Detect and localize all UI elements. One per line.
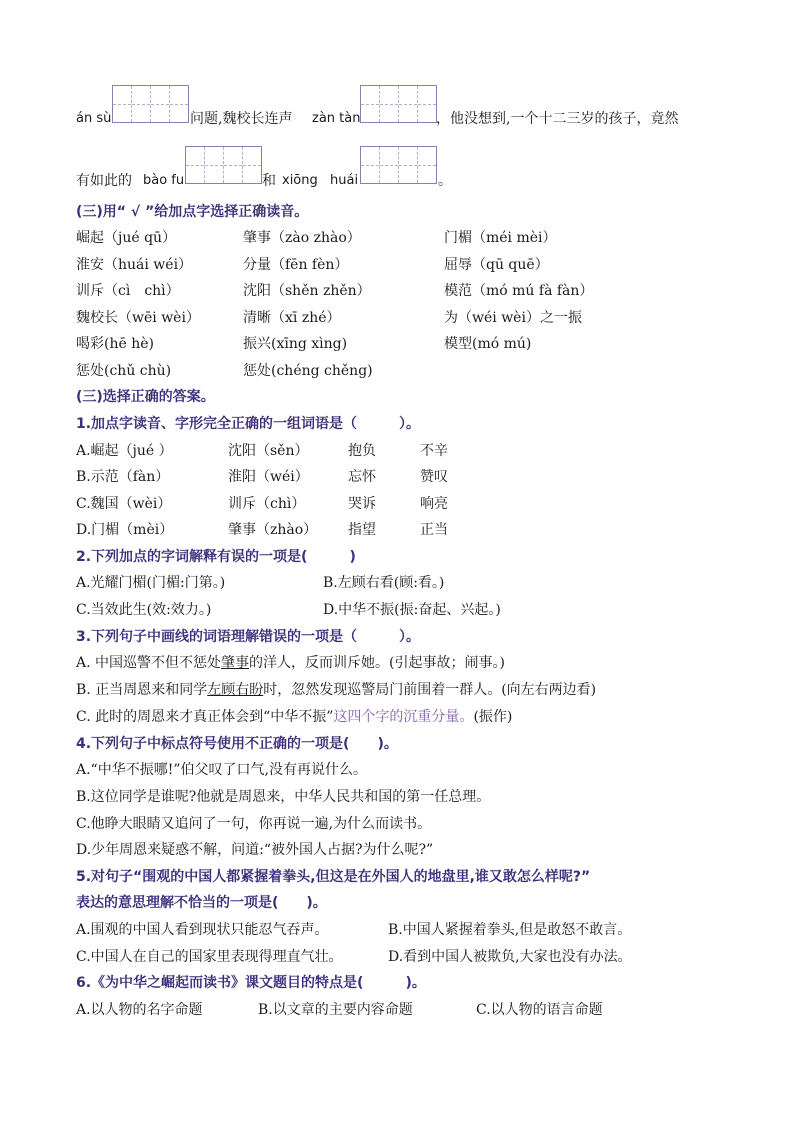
pron-item[interactable]: 惩处(chǔ chù) — [76, 363, 172, 379]
pron-item[interactable]: 沈阳（shěn zhěn） — [243, 283, 371, 299]
underlined-word: 左顾右盼 — [207, 682, 264, 698]
q2-stem: 2.下列加点的字词解释有误的一项是( ) — [76, 549, 356, 565]
pinyin-huai: huái — [330, 173, 359, 188]
q1-cell: 肇事（zhào） — [228, 522, 318, 538]
q4-option-d[interactable]: D.少年周恩来疑惑不解，问道:“被外国人占据?为什么呢?” — [76, 842, 434, 858]
underlined-word: 肇事 — [221, 655, 250, 671]
section-title-pronunciation: (三)用“ √ ”给加点字选择正确读音。 — [76, 204, 309, 220]
q3-option-c[interactable]: C. 此时的周恩来才真正体会到“中华不振”这四个字的沉重分量。(振作) — [76, 709, 513, 725]
q5-option-b[interactable]: B.中国人紧握着拳头,但是敢怒不敢言。 — [388, 922, 632, 938]
q1-cell: 忘怀 — [348, 469, 376, 485]
fill-text: 问题,魏校长连声 — [190, 111, 293, 127]
q5-stem-line1: 5.对句子“围观的中国人都紧握着拳头,但这是在外国人的地盘里,谁又敢怎么样呢?” — [76, 869, 591, 885]
pron-item[interactable]: 崛起（jué qū） — [76, 230, 177, 246]
q3-option-a[interactable]: A. 中国巡警不但不惩处肇事的洋人，反而训斥她。(引起事故；闹事。) — [76, 655, 505, 671]
q1-option-d[interactable]: D.门楣（mèi） — [76, 522, 174, 538]
q1-cell: 正当 — [420, 522, 448, 538]
section-title-choice: (三)选择正确的答案。 — [76, 389, 215, 405]
q4-option-b[interactable]: B.这位同学是谁呢?他就是周恩来，中华人民共和国的第一任总理。 — [76, 789, 491, 805]
writing-grid-zan-tan[interactable] — [360, 85, 437, 123]
writing-grid-bao-fu[interactable] — [185, 146, 262, 184]
q5-option-c[interactable]: C.中国人在自己的国家里表现得理直气壮。 — [76, 949, 343, 965]
pinyin-zan-tan: zàn tàn — [312, 111, 361, 126]
q1-cell: 沈阳（sěn） — [228, 443, 309, 459]
q4-stem: 4.下列句子中标点符号使用不正确的一项是( )。 — [76, 736, 398, 752]
writing-grid-an-su[interactable] — [112, 85, 189, 123]
pinyin-an-su: án sù — [76, 111, 112, 126]
pron-item[interactable]: 喝彩(hē hè) — [76, 336, 154, 352]
q1-cell: 不辛 — [420, 443, 448, 459]
q1-cell: 指望 — [348, 522, 376, 538]
q2-option-d[interactable]: D.中华不振(振:奋起、兴起。) — [323, 602, 501, 618]
pron-item[interactable]: 门楣（méi mèi） — [444, 230, 557, 246]
pron-item[interactable]: 振兴(xīng xìng) — [243, 336, 348, 352]
q6-option-b[interactable]: B.以文章的主要内容命题 — [258, 1002, 413, 1018]
q3-option-b[interactable]: B. 正当周恩来和同学左顾右盼时，忽然发现巡警局门前围着一群人。(向左右两边看) — [76, 682, 597, 698]
q1-option-c[interactable]: C.魏国（wèi） — [76, 496, 172, 512]
q1-cell: 哭诉 — [348, 496, 376, 512]
q5-option-a[interactable]: A.围观的中国人看到现状只能忍气吞声。 — [76, 922, 329, 938]
q6-option-a[interactable]: A.以人物的名字命题 — [76, 1002, 203, 1018]
q6-stem: 6.《为中华之崛起而读书》课文题目的特点是( )。 — [76, 975, 426, 991]
q1-cell: 训斥（chì） — [228, 496, 306, 512]
fill-text: 和 — [262, 173, 276, 189]
fill-text: 。 — [438, 173, 452, 189]
writing-grid-xiong-huai[interactable] — [360, 146, 437, 184]
q1-stem: 1.加点字读音、字形完全正确的一组词语是（ ）。 — [76, 416, 421, 432]
pron-item[interactable]: 模范（mó mú fà fàn） — [444, 283, 594, 299]
pinyin-xiong: xiōng — [282, 173, 318, 188]
pron-item[interactable]: 清晰（xī zhé） — [243, 310, 341, 326]
q4-option-a[interactable]: A.“中华不振哪!”伯父叹了口气,没有再说什么。 — [76, 762, 367, 778]
pron-item[interactable]: 为（wéi wèi）之一振 — [444, 310, 582, 326]
pron-item[interactable]: 淮安（huái wéi） — [76, 257, 193, 273]
pron-item[interactable]: 模型(mó mú) — [444, 336, 532, 352]
q3-stem: 3.下列句子中画线的词语理解错误的一项是（ ）。 — [76, 629, 421, 645]
pron-item[interactable]: 惩处(chéng chěng) — [243, 363, 373, 379]
pron-item[interactable]: 肇事（zào zhào） — [243, 230, 361, 246]
pron-item[interactable]: 训斥（cì chì） — [76, 283, 180, 299]
highlighted-text: 这四个字的沉重分量。 — [333, 709, 474, 725]
q1-cell: 赞叹 — [420, 469, 448, 485]
q2-option-a[interactable]: A.光耀门楣(门楣:门第。) — [76, 575, 226, 591]
q1-option-a[interactable]: A.崛起（jué ） — [76, 443, 173, 459]
q1-option-b[interactable]: B.示范（fàn） — [76, 469, 170, 485]
fill-text: 有如此的 — [76, 173, 132, 189]
q5-stem-line2: 表达的意思理解不恰当的一项是( )。 — [76, 895, 327, 911]
pron-item[interactable]: 分量（fēn fèn） — [243, 257, 349, 273]
q1-cell: 响亮 — [420, 496, 448, 512]
q5-option-d[interactable]: D.看到中国人被欺负,大家也没有办法。 — [388, 949, 632, 965]
q2-option-b[interactable]: B.左顾右看(顾:看。) — [323, 575, 445, 591]
pron-item[interactable]: 魏校长（wēi wèi） — [76, 310, 200, 326]
fill-text: ，他没想到,一个十二三岁的孩子，竟然 — [436, 111, 679, 127]
q6-option-c[interactable]: C.以人物的语言命题 — [476, 1002, 603, 1018]
q2-option-c[interactable]: C.当效此生(效:效力。) — [76, 602, 212, 618]
pron-item[interactable]: 屈辱（qū quē） — [444, 257, 549, 273]
pinyin-bao-fu: bào fu — [143, 173, 185, 188]
q4-option-c[interactable]: C.他睁大眼睛又追问了一句，你再说一遍,为什么而读书。 — [76, 816, 432, 832]
q1-cell: 抱负 — [348, 443, 376, 459]
q1-cell: 淮阳（wéi） — [228, 469, 309, 485]
